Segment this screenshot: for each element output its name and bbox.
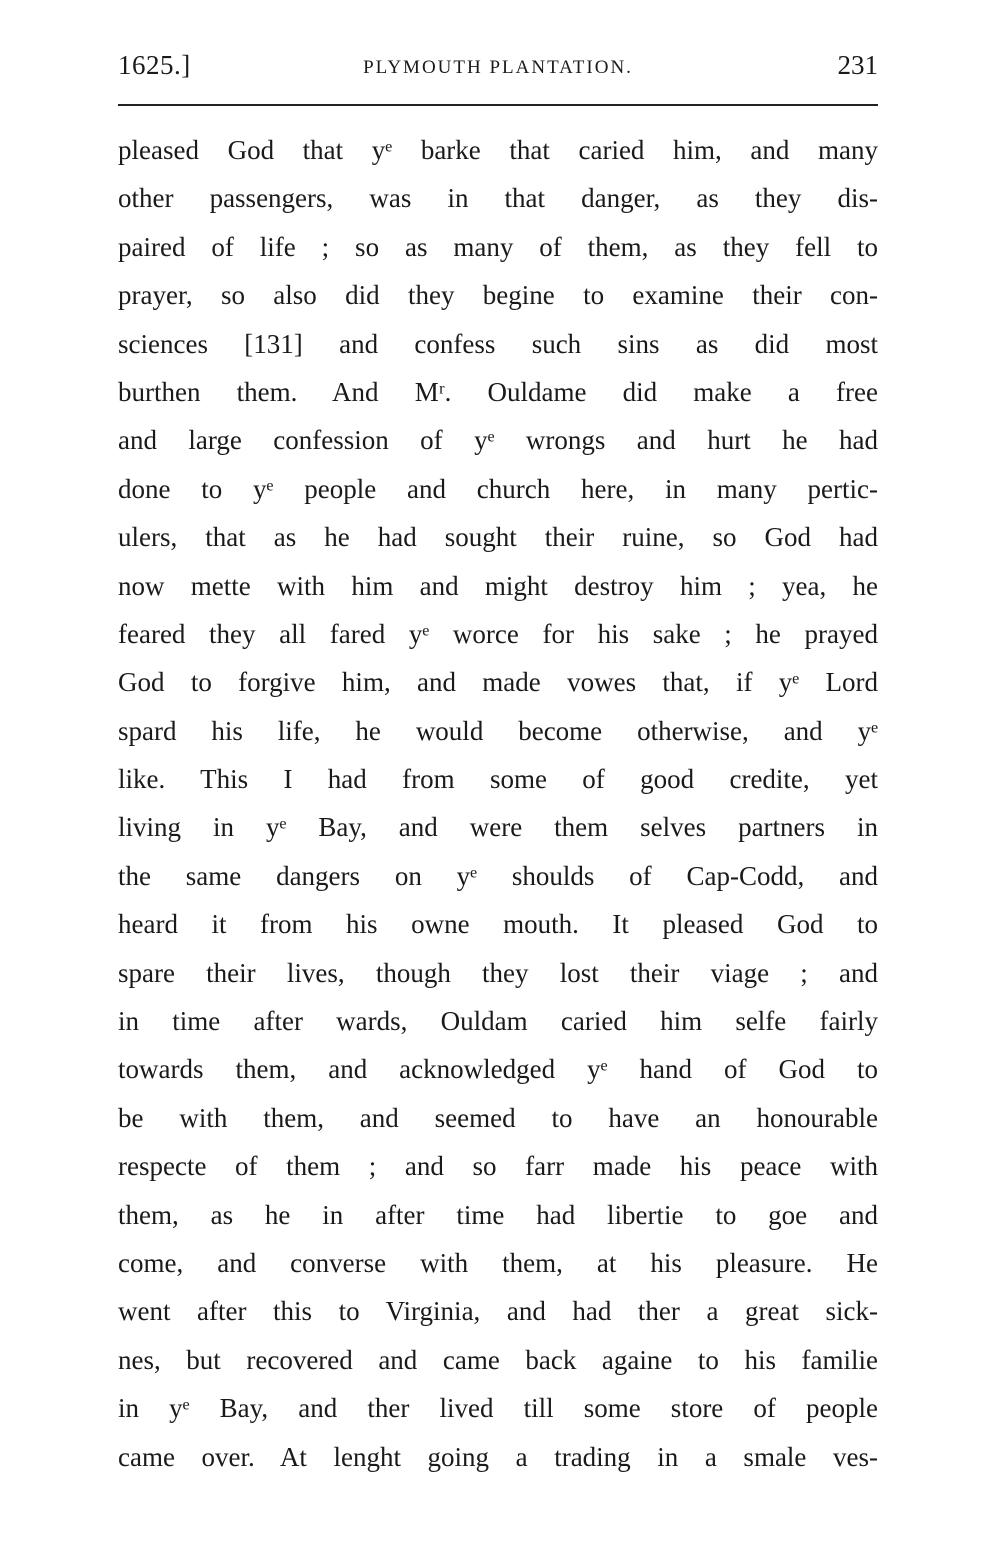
text-line: came over. At lenght going a trading in a smale ves-: [118, 1441, 878, 1472]
text-line: and large confession of yᵉ wrongs and hurt he had: [118, 425, 878, 456]
running-head: [118, 50, 878, 90]
text-line: towards them, and acknowledged yᵉ hand of God to: [118, 1054, 878, 1085]
text-line: now mette with him and might destroy him ; yea, he: [118, 570, 878, 601]
text-line: done to yᵉ people and church here, in many pertic-: [118, 473, 878, 504]
header-title: PLYMOUTH PLANTATION.: [363, 57, 633, 78]
text-line: nes, but recovered and came back againe to his familie: [118, 1344, 878, 1375]
text-line: living in yᵉ Bay, and were them selves partners in: [118, 812, 878, 843]
text-line: spard his life, he would become otherwise, and yᵉ: [118, 715, 878, 746]
body-text: [118, 126, 878, 1481]
text-line: come, and converse with them, at his pleasure. He: [118, 1247, 878, 1278]
text-line: in time after wards, Ouldam caried him selfe fairly: [118, 1006, 878, 1037]
text-line: prayer, so also did they begine to examine their con-: [118, 280, 878, 311]
header-year: 1625.]: [118, 50, 191, 80]
text-line: in yᵉ Bay, and ther lived till some store of people: [118, 1393, 878, 1424]
text-line: feared they all fared yᵉ worce for his sake ; he prayed: [118, 618, 878, 649]
text-line: heard it from his owne mouth. It pleased God to: [118, 909, 878, 940]
text-line: went after this to Virginia, and had ther a great sick-: [118, 1296, 878, 1327]
text-line: pleased God that yᵉ barke that caried him, and many: [118, 135, 878, 165]
text-line: them, as he in after time had libertie to goe and: [118, 1199, 878, 1230]
page-number: 231: [837, 50, 878, 80]
text-line: be with them, and seemed to have an honourable: [118, 1102, 878, 1133]
text-line: paired of life ; so as many of them, as they fell to: [118, 231, 878, 262]
text-line: burthen them. And Mʳ. Ouldame did make a free: [118, 376, 878, 407]
text-line: other passengers, was in that danger, as they dis-: [118, 183, 878, 214]
text-line: like. This I had from some of good credite, yet: [118, 764, 878, 795]
text-line: sciences [131] and confess such sins as did most: [118, 328, 878, 359]
text-line: ulers, that as he had sought their ruine, so God had: [118, 522, 878, 553]
text-line: spare their lives, though they lost their viage ; and: [118, 957, 878, 988]
text-line: the same dangers on yᵉ shoulds of Cap-Codd, and: [118, 860, 878, 891]
text-line: God to forgive him, and made vowes that, if yᵉ Lord: [118, 667, 878, 698]
text-line: respecte of them ; and so farr made his peace with: [118, 1151, 878, 1182]
header-rule: [118, 104, 878, 106]
